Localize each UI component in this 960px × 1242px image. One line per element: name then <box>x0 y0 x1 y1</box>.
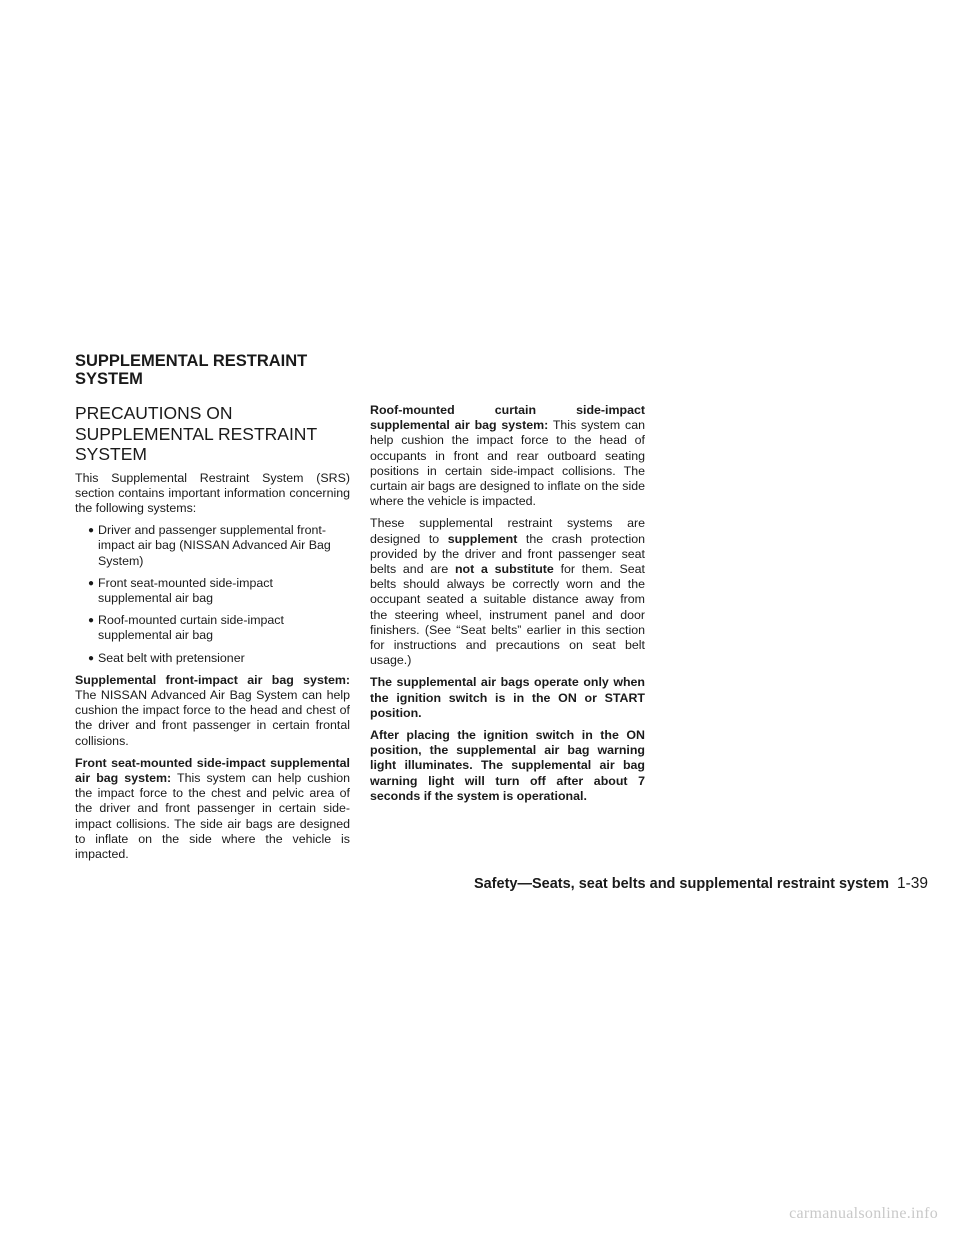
subsection-title: PRECAUTIONS ON SUPPLEMENTAL RESTRAINT SYSTEM <box>75 403 317 464</box>
front-airbag-lead: Supplemental front-impact air bag system: <box>75 672 350 687</box>
warning-light-note: After placing the ignition switch in the ON position, the supplemental air bag warning light illuminates. The supplemental air bag warning light will turn off after about 7 seconds if the system is operational. <box>370 728 645 803</box>
side-airbag-paragraph: Front seat-mounted side-impact supplemental air bag system: This system can help cushion the impact force to the chest and pelvic area of the driver and front passenger in certain side-impact collisions. The side air bags are designed to inflate on the side where the vehicle is impacted. <box>75 755 351 861</box>
front-airbag-paragraph: Supplemental front-impact air bag system: The NISSAN Advanced Air Bag System can help cushion the impact force to the head and chest of the driver and front passenger in certain frontal collisions. <box>75 672 350 748</box>
list-item: ● Front seat-mounted side-impact supplemental air bag <box>88 575 273 605</box>
curtain-airbag-paragraph: Roof-mounted curtain side-impact supplemental air bag system: This system can help cushion the impact force to the head of occupants in front and rear outboard seating positions in certain side-impact collisions. The curtain air bags are designed to inflate on the side where the vehicle is impacted. <box>370 403 646 509</box>
bullet-icon: ● <box>88 525 95 537</box>
list-item: ● Driver and passenger supplemental front-impact air bag (NISSAN Advanced Air Bag System) <box>88 523 331 568</box>
side-airbag-lead: Front seat-mounted side-impact supplemental air bag system: <box>75 755 350 785</box>
ignition-warning: The supplemental air bags operate only when the ignition switch is in the ON or START position. <box>370 675 645 720</box>
page-footer <box>413 875 928 893</box>
bullet-icon: ● <box>88 652 95 664</box>
section-heading: SUPPLEMENTAL RESTRAINT SYSTEM <box>75 352 308 388</box>
curtain-airbag-lead: Roof-mounted curtain side-impact supplemental air bag system: <box>370 403 645 433</box>
airbag-systems-list <box>75 523 350 666</box>
left-column <box>75 403 350 869</box>
watermark: carmanualsonline.info <box>789 1205 938 1222</box>
footer-chapter-title: Safety—Seats, seat belts and supplemental restraint system <box>473 876 889 892</box>
bullet-icon: ● <box>88 577 95 589</box>
list-item: ● Seat belt with pretensioner <box>88 650 245 665</box>
bullet-icon: ● <box>88 615 95 627</box>
page-number: 1-39 <box>896 875 928 892</box>
list-item: ● Roof-mounted curtain side-impact supplemental air bag <box>88 613 284 643</box>
right-column <box>370 403 645 811</box>
intro-paragraph: This Supplemental Restraint System (SRS) section contains important information concerning the following systems: <box>75 470 350 515</box>
supplement-paragraph: These supplemental restraint systems are designed to supplement the crash protection provided by the driver and front passenger seat belts and are not a substitute for them. Seat belts should always be correctly worn and the occupant seated a suitable distance away from the steering wheel, instrument panel and door finishers. (See “Seat belts” earlier in this section for instructions and precautions on seat belt usage.) <box>370 516 645 668</box>
